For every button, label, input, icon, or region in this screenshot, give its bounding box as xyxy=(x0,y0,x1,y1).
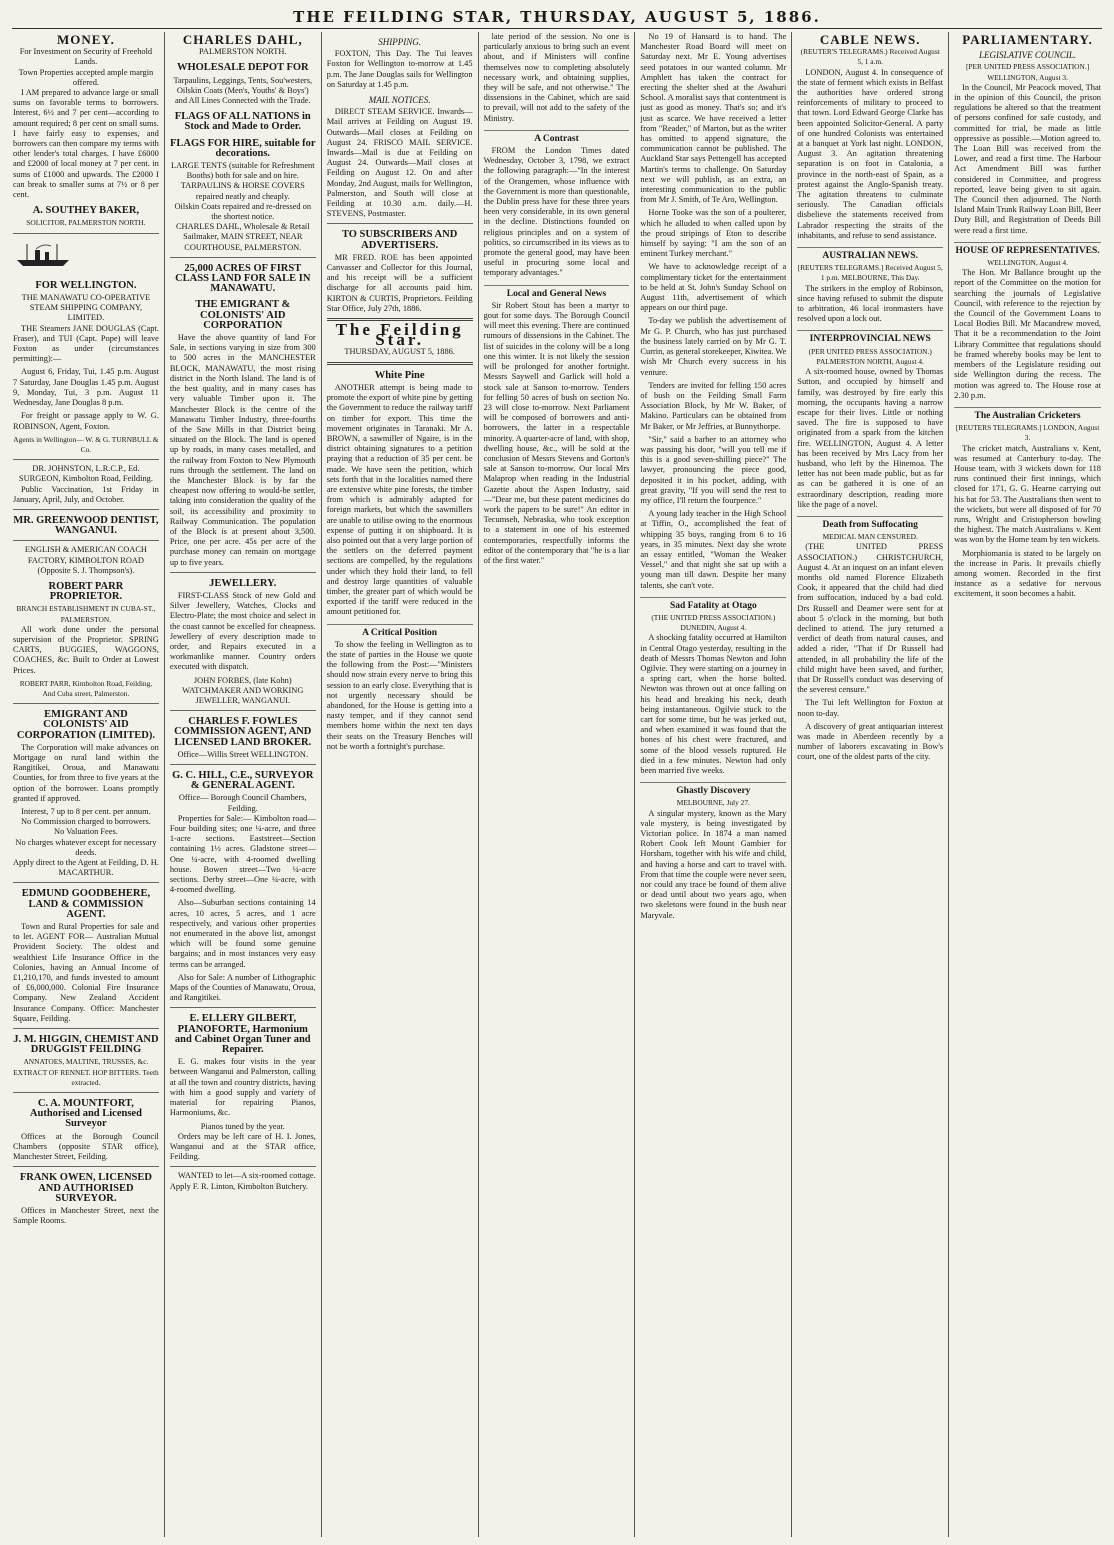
australian-title: AUSTRALIAN NEWS. xyxy=(797,247,943,261)
steamers-text: THE Steamers JANE DOUGLAS (Capt. Fraser), and TUI (Capt. Pope) will leave Foxton as under (circumstances permitting):— xyxy=(13,323,159,364)
interprovincial-sub: (PER UNITED PRESS ASSOCIATION.) PALMERSTON NORTH, August 4. xyxy=(808,346,932,366)
mail-body: DIRECT STEAM SERVICE. Inwards—Mail arrives at Feilding on August 19. Outwards—Mail closes at Feilding on August 24. FRISCO MAIL SERVICE. Inwards—Mail is due at Feilding on August 24. Outwards—Mail closes at Feilding on August 12. On and after Monday, 2nd August, mails for Wellington, Palmerston, and South will close at Feilding at 10.30 a.m. daily.—H. STEVENS, Postmaster. xyxy=(326,107,473,219)
australian-sub: [REUTERS TELEGRAMS.] Received August 5, 1 p.m. MELBOURNE, This Day. xyxy=(797,263,943,283)
flags-text: FLAGS OF ALL NATIONS in Stock and Made to Order. xyxy=(174,111,311,133)
emigrant-aid-body: Have the above quantity of land For Sale, in sections varying in size from 300 to 500 acres in the MANCHESTER BLOCK, MANAWATU, the most rising district in the North Island. The land is of the best quality, and in many cases has very valuable Timber upon it. The Manchester Block is the centre of the Manawatu Timber Industry, three-fourths of the Saw Mills in that District being situated on the Block. The land is opened up by roads, in many cases metalled, and the railway from Foxton to New Plymouth runs through the settlement. The land on the Manchester Block is by far the cheapest now offering to would-be settler, taking into consideration the quality of the soil, its accessibility and proximity to Railway Communication. The population of the Block is at present about 3,500. Price, one per acre. 45s per acre of the purchase money can remain on mortgage up to five years. xyxy=(169,333,316,567)
mail-title: MAIL NOTICES. xyxy=(368,95,431,106)
australian-body: The strikers in the employ of Robinson, since having refused to submit the dispute to arbitration, 46 local ironmasters have resolved upon a lock out. xyxy=(797,283,944,324)
cricketers-title: The Australian Cricketers xyxy=(954,407,1101,421)
dahl-address: CHARLES DAHL, Wholesale & Retail Sailmaker, MAIN STREET, NEAR COURTHOUSE, PALMERSTON. xyxy=(175,222,310,252)
gilbert-title: E. ELLERY GILBERT, PIANOFORTE, Harmonium and Cabinet Organ Tuner and Repairer. xyxy=(174,1013,311,1056)
cable-title: CABLE NEWS. xyxy=(819,32,921,47)
emigrant-title: EMIGRANT AND COLONISTS' AID CORPORATION (LIMITED). xyxy=(16,709,155,741)
contrast-body: FROM the London Times dated Wednesday, October 3, 1798, we extract the following paragraph:—"In the interest of the Orangemen, whose influence with the Government is more than questionable, the Dublin press have for these three years been very considerable, in its own general in the decline. Distinctions founded on religious principles and on a system of politics, so circumscribed in its views as to promote the general good, may have been useful in procuring some local and temporary advantages." xyxy=(483,146,630,278)
manawatu-company: THE MANAWATU CO-OPERATIVE STEAM SHIPPING COMPANY, LIMITED. xyxy=(21,293,151,323)
higgin-title: J. M. HIGGIN, CHEMIST AND DRUGGIST FEILDING xyxy=(13,1034,159,1056)
parr-address: ROBERT PARR, Kimbolton Road, Feilding, And Cuba street, Palmerston. xyxy=(19,678,153,698)
tarpaulins-text: TARPAULINS & HORSE COVERS repaired neatly and cheaply. xyxy=(180,181,305,201)
owen-body: Offices in Manchester Street, next the Sample Rooms. xyxy=(13,1205,159,1226)
apply-text: Apply direct to the Agent at Feilding, D. H. MACARTHUR. xyxy=(13,858,159,878)
large-tents: LARGE TENTS (suitable for Refreshment Booths) both for sale and on hire. xyxy=(170,161,315,181)
death-body: (THE UNITED PRESS ASSOCIATION.) CHRISTCHURCH, August 4. At an inquest on an infant eleven months old named Florence Elizabeth Cook, it appeared that the child had died from suffocation, induced by a bad cold. Drs Russell and Deamer were sent for at about 5 o'clock in the morning, but both declined to attend. The jury returned a verdict of death from natural causes, and added a rider, "That if Dr Russell had attended, in all probability the life of the child might have been saved, and further, that Dr Russell's conduct was deserving of the severest censure." xyxy=(797,542,944,695)
white-pine-body: ANOTHER attempt is being made to promote the export of white pine by getting the Government to reduce the railway tariff on timber for export. This time the movement originates in Taranaki. Mr A. BROWN, a sawmiller of Ngaire, is in the district obtaining signatures to a petition praying that a reduction of 35 per cent. be made. We have seen the petition, which sets forth that in the localities named there are extensive white pine forests, the timber from which is admirably adapted for foreign markets, but which the sawmillers are unable to utilise owing to the enormous expense of putting it on shipboard. It is also pointed out that a very large portion of the settlers on the deferred payment sections are compelled, by the regulations under which they hold their land, to fell and destroy large quantities of valuable timber, the greater part of which would be exported if the tariff were reduced in the amount petitioned for. xyxy=(326,382,473,617)
dahl-sub: PALMERSTON NORTH. xyxy=(199,47,287,57)
jewellery-title: JEWELLERY. xyxy=(209,577,277,589)
otago-title: Sad Fatality at Otago xyxy=(640,597,786,611)
acres-title: 25,000 ACRES OF FIRST CLASS LAND FOR SALE IN MANAWATU. xyxy=(175,262,311,295)
parr-branch: BRANCH ESTABLISHMENT IN CUBA-ST., PALMERSTON. xyxy=(16,604,156,624)
tui-text: The Tui left Wellington for Foxton at noon to-day. xyxy=(797,698,944,718)
no-commission: No Commission charged to borrowers. xyxy=(20,817,151,827)
goodbehere-body: Town and Rural Properties for sale and to let. AGENT FOR— Australian Mutual Provident Society. The oldest and wealthiest Life Insurance Office in the Colonies, having an Annual Income of £1,210,170, and funds invested to amount of £6,000,000. Colonial Fire Insurance Company. New Zealand Accident Insurance Company. Office: Manchester Square, Feilding. xyxy=(13,922,159,1023)
legislative-title: LEGISLATIVE COUNCIL. xyxy=(978,50,1077,61)
subscribers-title: TO SUBSCRIBERS AND ADVERTISERS. xyxy=(341,229,458,251)
baker-name: A. SOUTHEY BAKER, xyxy=(32,205,140,217)
divider xyxy=(327,362,473,365)
divider xyxy=(170,572,316,573)
greenwood-ad: MR. GREENWOOD DENTIST, WANGANUI. xyxy=(13,514,159,537)
vaccination-text: Public Vaccination, 1st Friday in January, April, July, and October. xyxy=(13,484,159,504)
divider xyxy=(327,223,473,224)
column-4 xyxy=(479,32,636,1537)
pianos-text: Pianos tuned by the year. xyxy=(200,1121,285,1131)
divider xyxy=(13,1092,159,1093)
divider xyxy=(13,509,159,510)
morphiomania-text: Morphiomania is stated to be largely on the increase in Paris. It prevails chiefly among women. Recorded in the first instance as a sedative for nervous excitement, it soon becomes a habit. xyxy=(954,548,1101,599)
house-sub: WELLINGTON, August 4. xyxy=(987,258,1068,268)
divider xyxy=(13,703,159,704)
local-news-body: Sir Robert Stout has been a martyr to gout for some days. The Borough Council will meet this evening. There are continued rumours of dissensions in the Cabinet. The list of suicides in the colony will be a long one this winter. It is not likely the session will be prolonged for another fortnight. Messrs Saywell and Garlick will hold a stock sale at Sanson to-morrow. Tenders for felling 50 acres of bush on section No. 23 will close to-morrow. Next Parliament will be composed of borrowers and anti-borrowers, the latter in a respectable minority. A quarter-acre of land, with shop, dwelling house, &c., will be sold at the conclusion of Messrs Stevens and Gorton's sale at Sanson to-morrow. Our local Mrs Malaprop when reading in the Industrial Gazette about the Aspen Industry, said—"Dear me, but these patent medicines do work the papers to be sure!" An editor in Tecumseh, Nebraska, who took exception to a statement in one of his esteemed contemporaries, respectfully informs the editor of the contemporary that "he is a liar of the first water." xyxy=(483,300,630,565)
otago-body: A shocking fatality occurred at Hamilton in Central Otago yesterday, resulting in the death of Messrs Thomas Newton and John Ogilvie. They were starting on a journey in a spring cart, when the horse bolted. Newton was thrown out at once falling on his head and breaking his neck, death being instantaneous. Ogilvie stuck to the cart for some time, but he was jerked out, and when examined it was found that the bones of his chest were fractured, and some of the blood vessels ruptured. He died in a few minutes. Newton had only been married five weeks. xyxy=(640,633,787,776)
divider xyxy=(170,1166,316,1167)
local-news-title: Local and General News xyxy=(484,285,630,299)
shipping-title: SHIPPING. xyxy=(378,37,421,47)
barber-anecdote: "Sir," said a barber to an attorney who was passing his door, "will you tell me if this is a good seven-shilling piece?" The lawyer, pronouncing the piece good, deposited it in his pocket, adding, with great gravity, "If you will send the rest to my office, I'll return the fourpence." xyxy=(640,434,787,505)
jewellery-body: FIRST-CLASS Stock of new Gold and Silver Jewellery, Watches, Clocks and Electro-Plate; the most choice and select in the coast cannot be excelled for cheapness. Jewellery of every description made to order, and Repairs executed in a workmanlike manner. Country orders executed with dispatch. xyxy=(169,590,316,672)
owen-title: FRANK OWEN, LICENSED AND AUTHORISED SURVEYOR. xyxy=(19,1172,152,1204)
also-text: Also—Suburban sections containing 14 acres, 10 acres, 5 acres, and 1 acre respectively, and various other properties not enumerated in the above list, amongst which will be found some genuine bargains; and in most instances very easy terms can be arranged. xyxy=(169,898,316,969)
ghastly-title: Ghastly Discovery xyxy=(640,782,786,796)
for-wellington: FOR WELLINGTON. xyxy=(35,279,137,291)
fowles-title: CHARLES F. FOWLES COMMISSION AGENT, AND LICENSED LAND BROKER. xyxy=(174,716,312,748)
tenders-text: Tenders are invited for felling 150 acres of bush on the Feilding Small Farm Association Block, by Mr W. Baker, of Makino. Particulars can be obtained from Mr Baker, or Mr Jeffries, at Bunnythorpe. xyxy=(640,380,787,431)
legislative-sub: [PER UNITED PRESS ASSOCIATION.] WELLINGTON, August 3. xyxy=(965,62,1090,82)
divider xyxy=(13,1166,159,1167)
divider xyxy=(170,257,316,258)
house-body: The Hon. Mr Ballance brought up the report of the Committee on the motion for searching the journals of Legislative Council, with reference to the rejection by the Council of the Government Loans to Local Bodies Bill. Mr Macandrew moved, That it be a recommendation to the Joint Library Committee that regulations should be framed whereby books may be lent to members of the Legislature residing out side Wellington during the recess. The motion was agreed to. The House rose at 2.30 p.m. xyxy=(954,268,1101,400)
cable-body: LONDON, August 4. In consequence of the state of ferment which exists in Belfast the authorities have ordered strong reinforcements of military to proceed to that town. Lord Edward George Clarke has been appointed Solicitor-General. A party of one hundred Colonists was entertained at a banquet at York last night. LONDON, August 3. An agitation threatening separation is on foot in Catalonia, a province in the north-east of Spain, as a protest against the Anglo-Spanish treaty. The agitation threatens to culminate seriously. The Canadian officials disbelieve the statements received from Labrador respecting the straits of the inhabitants, and refuse to send assistance. xyxy=(797,67,944,240)
columns xyxy=(8,32,1106,1537)
parliamentary-title: PARLIAMENTARY. xyxy=(962,32,1093,47)
johnston-ad: DR. JOHNSTON, L.R.C.P., Ed. SURGEON, Kimbolton Road, Feilding. xyxy=(18,464,153,484)
higgin-body: ANNATOES, MALTINE, TRUSSES, &c. EXTRACT OF RENNET. HOP BITTERS. Teeth extracted. xyxy=(13,1057,159,1087)
fowles-office: Office—Willis Street WELLINGTON. xyxy=(177,749,309,759)
emigrant-aid-title: THE EMIGRANT & COLONISTS' AID CORPORATION xyxy=(195,299,291,331)
house-title: HOUSE OF REPRESENTATIVES. xyxy=(954,242,1101,256)
horne-tooke: Horne Tooke was the son of a poulterer, which he alluded to when called upon by the proud stripings of Eton to describe himself by saying: "I am the son of an eminent Turkey merchant." xyxy=(640,208,787,259)
death-sub: MEDICAL MAN CENSURED. xyxy=(822,532,918,542)
parr-name: ROBERT PARR PROPRIETOR. xyxy=(48,580,124,603)
cable-sub: (REUTER'S TELEGRAMS.) Received August 5, 1 a.m. xyxy=(800,47,940,67)
notes-body: No 19 of Hansard is to hand. The Manchester Road Board will meet on Saturday next. Mr E. Young advertises seed potatoes in our wanted column. Mr Amphlett has taken the contract for erecting the shelter shed at the Awahuri School. A moralist says that contentment is just as good as money. That's so; and it's just as scarce. We have received a letter from "Reader," of Marton, but as the writer has omitted to append signature, the communication cannot be published. The Auckland Star says Pettengell has accepted Martin's terms to challenge. On Saturday next we will publish, as an extra, an interesting communication to the public from Mr J. Smith, of Te Aro, Wellington. xyxy=(640,32,787,205)
divider xyxy=(13,1028,159,1029)
money-sub: For Investment on Security of Freehold Lands. xyxy=(19,47,153,67)
dahl-depot: WHOLESALE DEPOT FOR xyxy=(176,62,309,74)
otago-sub: (THE UNITED PRESS ASSOCIATION.) DUNEDIN, August 4. xyxy=(651,612,776,633)
divider xyxy=(13,233,159,234)
goodbehere-title: EDMUND GOODBEHERE, LAND & COMMISSION AGENT. xyxy=(21,888,151,920)
acknowledge-text: We have to acknowledge receipt of a complimentary ticket for the entertainment to be held at St. John's Sunday School on August 11th, advertisement of which appears on our third page. xyxy=(640,262,787,313)
money-town: Town Properties accepted ample margin offered. xyxy=(18,67,154,87)
divider xyxy=(170,764,316,765)
ghastly-body: A singular mystery, known as the Mary vale mystery, is being investigated by Victorian police. In 1874 a man named Robert Cook left Mount Gambier for Horsham, together with his wife and child, and having a horse and cart to travel with. From that time the couple were never seen, nor could any trace be found of them alive or dead until about two years ago, when two skeletons were found in the bush near Maryvale. xyxy=(640,808,787,920)
divider xyxy=(13,882,159,883)
mountfort-body: Offices at the Borough Council Chambers (opposite STAR office), Manchester Street, Feilding. xyxy=(13,1131,159,1162)
sailing-dates: August 6, Friday, Tui, 1.45 p.m. August 7 Saturday, Jane Douglas 1.45 p.m. August 9, Monday, Tui, 3 p.m. August 11 Wednesday, Jane Douglas 8 p.m. xyxy=(13,367,159,408)
ghastly-sub: MELBOURNE, July 27. xyxy=(676,798,750,808)
oilskin-text: Oilskin Coats repaired and re-dressed on the shortest notice. xyxy=(174,201,312,222)
legislative-body: In the Council, Mr Peacock moved, That in the opinion of this Council, the prison regulations be altered so that the treatment of persons confined for safe custody, and committed for trial, be made as little oppressive as possible.—Motion agreed to. The Loan Bill was received from the Lower, and read a first time. The Harbour Act Amendment Bill was further considered in Committee, and progress reported, leave being given to sit again. The Council then adjourned. The North Island Main Trunk Railway Loan Bill, Beer Duty Bill, and Registration of Deeds Bill were read a first time. xyxy=(954,82,1101,235)
interprovincial-body: A six-roomed house, owned by Thomas Sutton, and occupied by himself and family, was destroyed by fire early this morning, the occupants having a narrow escape for their lives. Little or nothing saved. The fire is supposed to have originated from a spark from the kitchen fire. WELLINGTON, August 4. A letter has been received by Mrs Lacy from her husband, who left by the Hinemoa. The letter has not been made public, but as far as can be gathered it is one of an extraordinary description, reading more like the page of a novel. xyxy=(797,367,944,509)
interest-text: Interest, 7 up to 8 per cent. per annum. xyxy=(21,807,151,816)
critical-body: To show the feeling in Wellington as to the state of parties in the House we quote the following from the Post:—"Ministers should now strain every nerve to bring this session to an early close. Everything that is not urgently necessary should be abandoned, for the House is getting into a nasty temper, and if they cannot send members home within the next ten days their seats on the Treasury Benches will not be worth a fortnight's purchase. xyxy=(326,639,473,751)
contrast-title: A Contrast xyxy=(484,130,630,144)
teacher-anecdote: A young lady teacher in the High School at Tiffin, O., accomplished the feat of whipping 35 boys, ranging from 6 to 16 years, in 35 minutes. Next day she wrote an essay entitled, "Woman the Weaker Vessel," and that night she sat up with a young man till dawn. Despite her many talents, she can't vote. xyxy=(640,509,787,590)
hill-office: Office— Borough Council Chambers, Feilding. xyxy=(178,793,307,813)
orders-text: Orders may be left care of H. I. Jones, Wanganui and at the STAR office, Feilding. xyxy=(169,1131,316,1162)
divider xyxy=(13,540,159,541)
money-body: I AM prepared to advance large or small sums on favorable terms to borrowers. Interest, 6½ and 7 per cent—according to amount required; 8 per cent on small sums. I have fairly easy to expenses, and borrowers can then compare my terms with other lender's total charges. I have £6000 and £2000 of local money at 7 per cent. in sums of £1000 and upwards. The £2000 I can break to smaller sums at 7½ or 8 per cent. xyxy=(13,88,159,200)
forbes-ad: JOHN FORBES, (late Kohn) WATCHMAKER AND WORKING JEWELLER, WANGANUI. xyxy=(182,675,304,705)
coach-factory: ENGLISH & AMERICAN COACH FACTORY, KIMBOLTON ROAD (Opposite S. J. Thompson's). xyxy=(24,545,147,575)
steamship-icon xyxy=(13,242,73,268)
column-6 xyxy=(792,32,949,1537)
cricketers-body: The cricket match, Australians v. Kent, was resumed at Canterbury to-day. The House team, with 3 wickets down for 118 runs continued their first innings, which closed for 171, G. G. Hearne carrying out his bat for 53. The Australians then went to the wickets, but were all disposed of for 70 runs, Wright and Cristopherson bowling the highest. The match Australians v. Kent was won by the Home team by ten wickets. xyxy=(954,443,1101,545)
agents-text: Agents in Wellington— W. & G. TURNBULL & Co. xyxy=(13,434,159,454)
baker-sub: SOLICITOR, PALMERSTON NORTH. xyxy=(26,218,146,228)
divider xyxy=(13,459,159,460)
divider xyxy=(170,710,316,711)
antiquarian-text: A discovery of great antiquarian interest was made in Aberdeen recently by a number of laborers excavating in Bow's court, one of the oldest parts of the city. xyxy=(797,721,944,762)
divider xyxy=(170,1007,316,1008)
hill-body: Properties for Sale:— Kimbolton road—Four building sites; one ¼-acre, and three 1-acre sections. Eaststreet—Section containing 1½ acres. Gladstone street—One ¼-acre, with 4-roomed dwelling house. Bowen street—Two ¼-acre sections. Derby street—One ¼-acre, with 4-roomed dwelling. xyxy=(169,813,316,895)
column-3 xyxy=(322,32,479,1537)
emigrant-body: The Corporation will make advances on Mortgage on rural land within the Rangitikei, Oroua, and Manawatu Counties, for from three to five years at the option of the borrower. Loans promptly granted if approved. xyxy=(13,742,159,803)
parr-body: All work done under the personal supervision of the Proprietor. SPRING CARTS, BUGGIES, WAGGONS, COACHES, &c. Built to Order at Lowest Prices. xyxy=(13,624,159,675)
gilbert-body: E. G. makes four visits in the year between Wanganui and Palmerston, calling at all the town and country districts, having with him a good supply and variety of material for repairing Pianos, Harmoniums, &c. xyxy=(169,1057,316,1118)
interprovincial-title: INTERPROVINCIAL NEWS xyxy=(797,330,943,344)
dahl-title: CHARLES DAHL, xyxy=(182,32,303,47)
column-1 xyxy=(8,32,165,1537)
intro-text: late period of the session. No one is particularly anxious to bring such an event about, and if Ministers will confine themselves now to completing absolutely necessary work, and obtaining supplies, they will be safe, and not otherwise." The dissensions in the Cabinet, which are said to prevail, will not add to the safety of the Ministry. xyxy=(483,32,630,123)
flags-hire: FLAGS FOR HIRE, suitable for decorations. xyxy=(169,137,316,159)
critical-title: A Critical Position xyxy=(327,624,473,638)
also2-text: Also for Sale: A number of Lithographic Maps of the Counties of Manawatu, Oroua, and Rangitikei. xyxy=(169,972,316,1003)
death-title: Death from Suffocating xyxy=(797,516,943,530)
money-title: MONEY. xyxy=(56,32,115,47)
wanted-ad: WANTED to let—A six-roomed cottage. Apply F. R. Linton, Kimbolton Butchery. xyxy=(169,1171,316,1191)
masthead-date: THURSDAY, AUGUST 5, 1886. xyxy=(344,347,455,357)
publish-text: To-day we publish the advertisement of Mr G. P. Church, who has just purchased the business lately carried on by Mr G. T. Currin, as general storekeeper, Kiwitea. We wish Mr Church every success in his venture. xyxy=(640,316,787,377)
white-pine-title: White Pine xyxy=(374,369,425,381)
column-7 xyxy=(949,32,1106,1537)
mountfort-title: C. A. MOUNTFORT, Authorised and Licensed Surveyor xyxy=(29,1098,142,1130)
header-line: THE FEILDING STAR, THURSDAY, AUGUST 5, 1886. xyxy=(293,8,821,26)
column-5 xyxy=(635,32,792,1537)
cricketers-sub: [REUTERS TELEGRAMS.] LONDON, August 3. xyxy=(955,423,1100,443)
subscribers-body: MR FRED. ROE has been appointed Canvasser and Collector for this Journal, and his receipt will be a sufficient discharge for all accounts paid him. KIRTON & CURTIS, Proprietors. Feilding Star Office, July 27th, 1886. xyxy=(326,252,473,313)
page-header xyxy=(12,6,1102,29)
column-2 xyxy=(165,32,322,1537)
hill-title: G. C. HILL, C.E., SURVEYOR & GENERAL AGENT. xyxy=(172,770,314,792)
freight-text: For freight or passage apply to W. G. ROBINSON, Agent, Foxton. xyxy=(13,411,159,431)
no-charges: No charges whatever except for necessary deeds. xyxy=(15,837,157,857)
dahl-items: Tarpaulins, Leggings, Tents, Sou'westers, Oilskin Coats (Men's, Youths' & Boys') and All Lines Connected with the Trade. xyxy=(173,75,313,106)
no-valuation: No Valuation Fees. xyxy=(54,827,118,837)
shipping-body: FOXTON, This Day. The Tui leaves Foxton for Wellington to-morrow at 1.45 p.m. The Jane Douglas sails for Wellington on Saturday at 1.45 p.m. xyxy=(326,49,473,89)
masthead-title: The Feilding Star. xyxy=(335,320,464,350)
